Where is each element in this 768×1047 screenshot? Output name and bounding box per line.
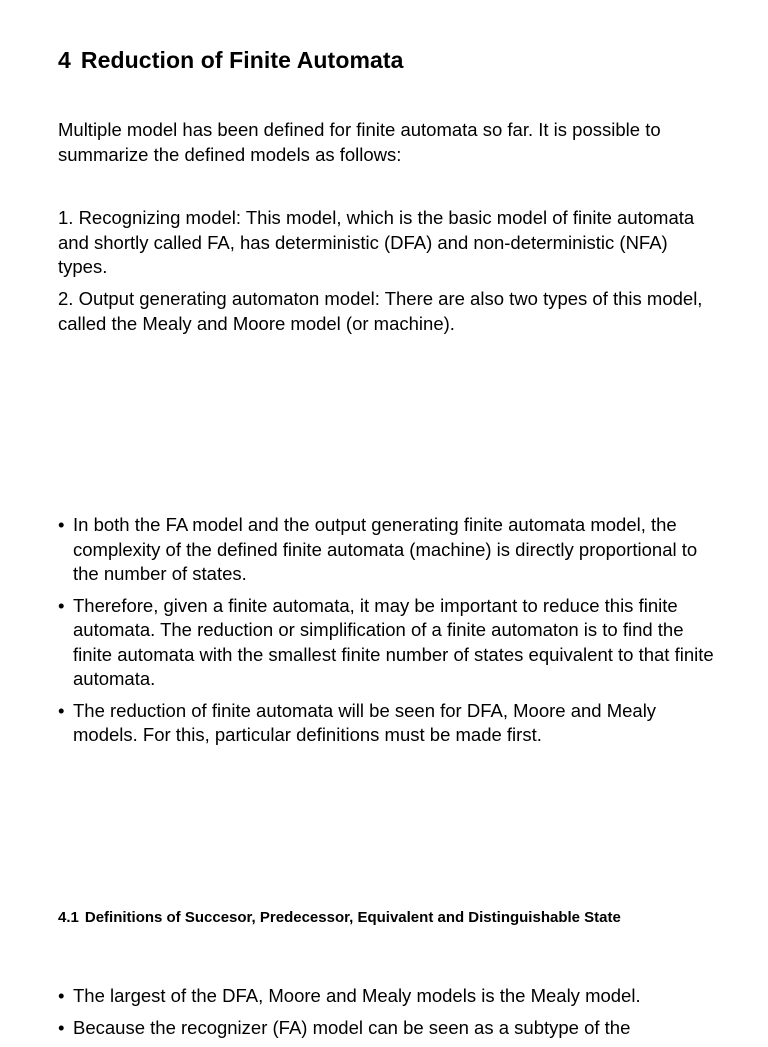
bullet-text: Because the recognizer (FA) model can be seen as a subtype of the bbox=[73, 1016, 631, 1038]
model-item-recognizing: 1. Recognizing model: This model, which is the basic model of finite automata and shortly called FA, has deterministic (DFA) and non-deterministic (NFA) types. bbox=[58, 207, 695, 277]
bullet-list bbox=[58, 513, 718, 755]
bullet-marker: • bbox=[58, 985, 65, 1006]
bullet-text: The largest of the DFA, Moore and Mealy models is the Mealy model. bbox=[73, 985, 641, 1006]
bullet-item bbox=[58, 1016, 718, 1041]
bullet-item bbox=[58, 594, 718, 692]
bullet-item bbox=[58, 984, 718, 1009]
intro-paragraph: Multiple model has been defined for finite automata so far. It is possible to summarize the defined models as follows: bbox=[58, 119, 661, 165]
bullet-text: In both the FA model and the output generating finite automata model, the complexity of the defined finite automata (machine) is directly proportional to the number of states. bbox=[73, 514, 698, 584]
bullet-marker: • bbox=[58, 1016, 65, 1038]
bullet-text: The reduction of finite automata will be seen for DFA, Moore and Mealy models. For this, particular definitions must be made first. bbox=[73, 699, 657, 745]
model-item-output-generating: 2. Output generating automaton model: There are also two types of this model, called the Mealy and Moore model (or machine). bbox=[58, 288, 703, 334]
bullet-marker: • bbox=[58, 594, 65, 616]
section-number: 4 bbox=[58, 47, 71, 73]
subsection-heading bbox=[58, 909, 621, 926]
bullet-item bbox=[58, 699, 718, 748]
subsection-title: Definitions of Succesor, Predecessor, Equivalent and Distinguishable State bbox=[84, 909, 621, 926]
subsection-bullet-list bbox=[58, 984, 718, 1047]
bullet-text: Therefore, given a finite automata, it may be important to reduce this finite automata. The reduction or simplification of a finite automaton is to find the finite automata with the smallest finite number of states equivalent to that finite automata. bbox=[73, 594, 714, 689]
bullet-marker: • bbox=[58, 514, 65, 535]
bullet-item bbox=[58, 513, 718, 587]
section-title: Reduction of Finite Automata bbox=[80, 47, 404, 73]
subsection-number: 4.1 bbox=[58, 909, 79, 926]
bullet-marker: • bbox=[58, 699, 65, 721]
section-heading bbox=[58, 47, 404, 74]
